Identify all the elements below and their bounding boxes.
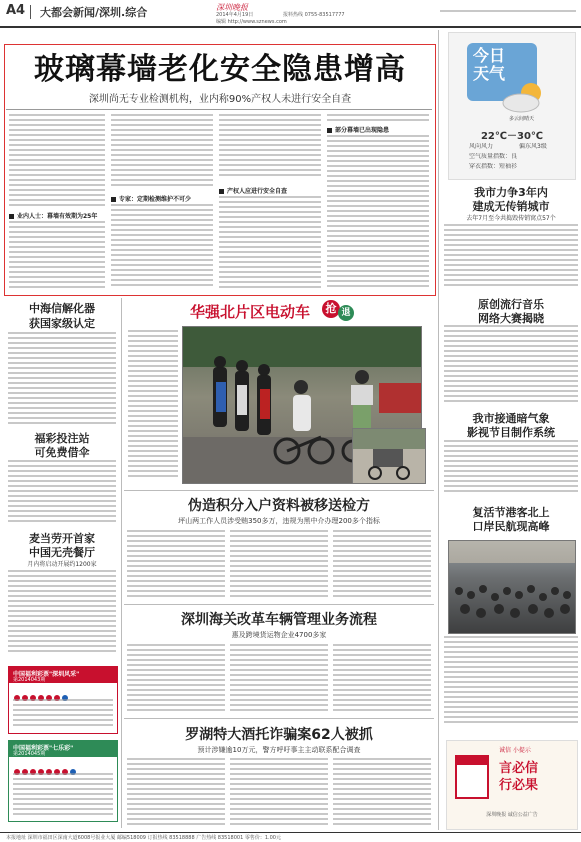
subhead-2: 专家：定期检测维护不可少: [111, 194, 213, 203]
lottery-1-balls: [13, 687, 113, 695]
section-title: 大都会新闻/深圳.综合: [40, 6, 148, 19]
weather-line-2: 偏东风3级: [519, 143, 547, 150]
lottery-2-balls: [13, 761, 113, 769]
weather-title-2: 天气: [473, 64, 506, 83]
weather-box: [448, 32, 576, 180]
right-article-1-summary: 去年7月至今共捣毁传销窝点57个: [466, 215, 556, 222]
left-article-1-title-2: 获国家级认定: [29, 317, 95, 330]
ad-slogan-2: 行必果: [499, 778, 539, 793]
weather-line-3: 空气质量指数：良: [469, 153, 518, 160]
photo-feature-stamp: 抢: [322, 300, 340, 318]
article-customs-subtitle: 惠及跨境货运物企业4700多家: [231, 631, 327, 639]
left-article-3-title-1: 麦当劳开首家: [29, 532, 95, 545]
left-article-2-title-1: 福彩投注站: [34, 432, 90, 445]
integrity-ad: [446, 740, 578, 830]
subhead-1: 业内人士：幕墙有效期为25年: [9, 211, 105, 220]
weather-line-1: 风向风力: [469, 143, 494, 150]
logo: 深圳晚报: [216, 3, 248, 12]
right-article-2-title-2: 网络大赛揭晓: [478, 312, 544, 325]
left-article-3-title-2: 中国无壳餐厅: [29, 546, 95, 559]
calendar-icon: [455, 755, 489, 799]
ad-slogan: 言必信: [499, 761, 539, 776]
lottery-2-issue: 第2014045期: [13, 751, 46, 757]
right-article-4-title-2: 口岸民航现高峰: [472, 520, 550, 533]
weather-temperature: 22℃－30℃: [480, 131, 544, 142]
main-headline: 玻璃幕墙老化安全隐患增高: [34, 52, 406, 87]
hotline: 报料热线 0755-83517777: [283, 12, 345, 18]
right-article-1-title-2: 建成无传销城市: [472, 200, 550, 213]
main-subtitle: 深圳尚无专业检测机构，业内称90%产权人未进行安全自查: [88, 94, 352, 105]
lottery-box-2: [8, 740, 118, 822]
lottery-box-1: [8, 666, 118, 734]
left-article-2-title-2: 可免费借伞: [34, 446, 90, 459]
weather-line-4: 穿衣指数：短袖衫: [469, 163, 518, 170]
subhead-3: 产权人应进行安全自查: [219, 186, 321, 195]
photo-feature-stamp-2: 退: [338, 305, 354, 321]
page-number: A4: [6, 3, 26, 18]
article-fake-title: 伪造积分入户资料被移送检方: [188, 498, 370, 514]
weather-condition: 多云间晴天: [509, 116, 535, 122]
lottery-1-issue: 第2014043期: [13, 677, 46, 683]
issue-date: 2014年4月19日: [216, 12, 254, 18]
article-hotel-subtitle: 预计涉嫌逾10万元，警方呼吁事主主动联系配合调查: [197, 746, 361, 754]
left-article-1-title-1: 中海信解化器: [29, 302, 95, 315]
lottery-2-title: 中国福利彩票"七乐彩": [13, 745, 74, 752]
photo-feature-title: 华强北片区电动车: [190, 303, 311, 321]
ad-footer: 深圳晚报 诚信公益广告: [486, 812, 538, 818]
subhead-4: 部分幕墙已出现隐患: [327, 125, 429, 134]
ad-brand: 诚信 小提示: [499, 747, 531, 754]
sun-icon: [501, 79, 547, 115]
right-article-2-title-1: 原创流行音乐: [478, 298, 544, 311]
left-article-3-summary: 月内将启动开展约1200家: [27, 561, 97, 568]
article-customs-title: 深圳海关改革车辆管理业务流程: [181, 612, 377, 628]
footer-text: 本报地址 深圳市福田区深南大道6008号报业大厦 邮编518009 订报热线 83518888 广告热线 83518001 零售价：1.00元: [6, 835, 281, 841]
right-article-3-title-1: 我市接通暗气象: [472, 412, 550, 425]
article-hotel-title: 罗湖特大酒托诈骗案62人被抓: [185, 727, 373, 743]
crowd-photo: [448, 540, 576, 634]
right-article-1-title-1: 我市力争3年内: [474, 186, 548, 199]
article-fake-subtitle: 坪山两工作人员涉受贿350多万，违规为黑中介办理200多个指标: [178, 517, 380, 525]
right-article-3-title-2: 影视节目制作系统: [467, 426, 555, 439]
right-article-4-title-1: 复活节港客北上: [472, 506, 550, 519]
lottery-1-title: 中国福利彩票"深圳风采": [13, 671, 80, 678]
masthead: [0, 0, 581, 26]
weather-title-1: 今日: [473, 46, 506, 65]
site-meta: 编辑 http://www.sznews.com: [216, 19, 287, 25]
tricycle-photo: [352, 428, 426, 484]
